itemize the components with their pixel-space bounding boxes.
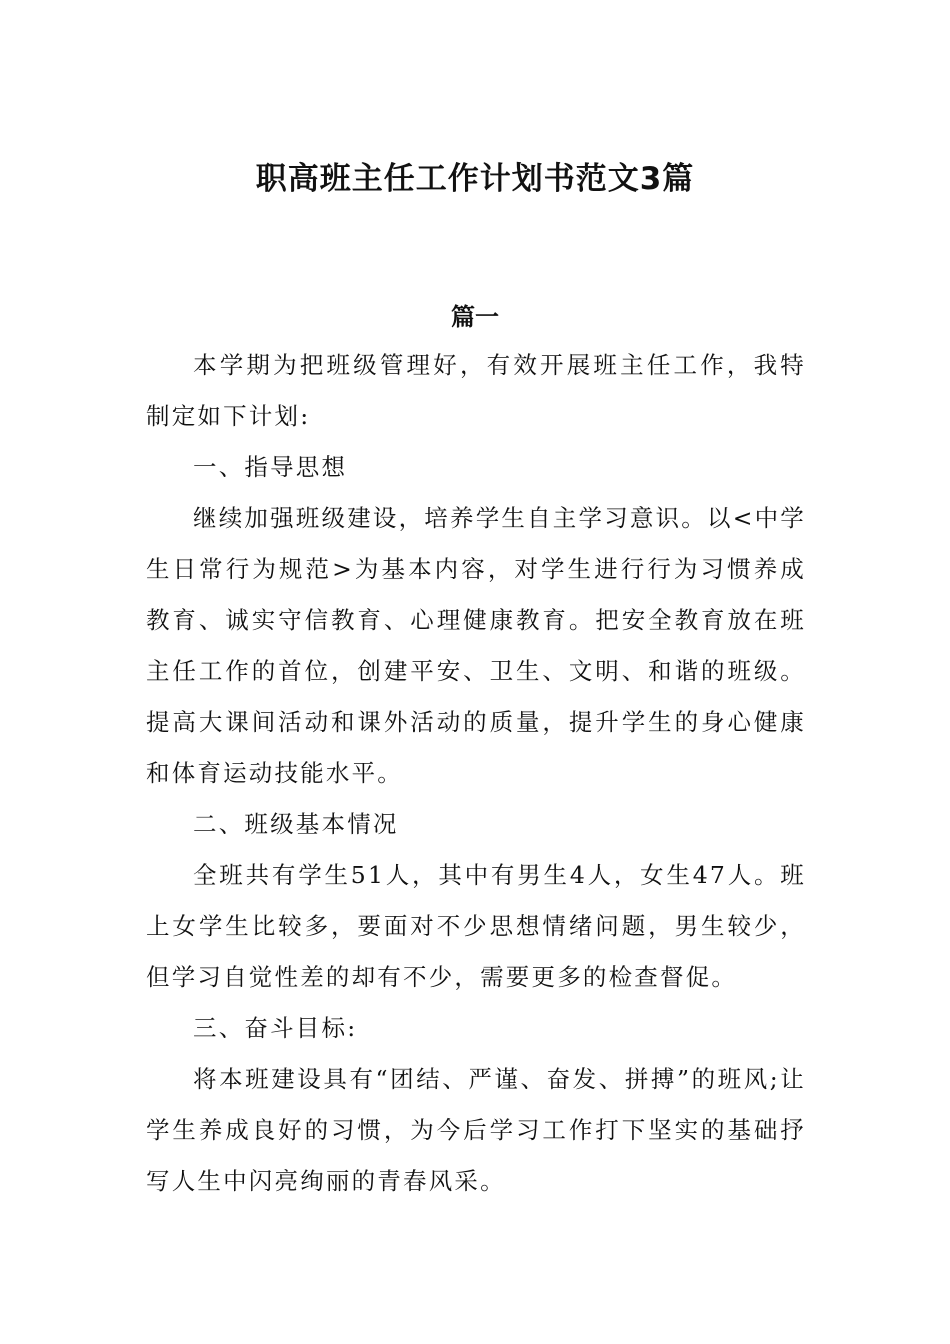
document-title: 职高班主任工作计划书范文3篇	[255, 161, 695, 197]
paragraph-intro: 本学期为把班级管理好，有效开展班主任工作，我特制定如下计划:	[146, 351, 806, 430]
paragraph-class-situation: 全班共有学生51人，其中有男生4人，女生47人。班上女学生比较多，要面对不少思想情绪问题，男生较少，但学习自觉性差的却有不少，需要更多的检查督促。	[146, 861, 806, 991]
heading-goals: 三、奋斗目标:	[193, 1014, 358, 1042]
paragraph-goals: 将本班建设具有“团结、严谨、奋发、拼搏”的班风;让学生养成良好的习惯，为今后学习工作打下坚实的基础抒写人生中闪亮绚丽的青春风采。	[146, 1065, 806, 1195]
heading-guiding-ideology: 一、指导思想	[193, 453, 348, 481]
section-heading: 篇一	[451, 303, 499, 331]
document-body	[146, 340, 806, 1207]
heading-class-situation: 二、班级基本情况	[193, 810, 399, 838]
paragraph-guiding-ideology: 继续加强班级建设，培养学生自主学习意识。以<中学生日常行为规范>为基本内容，对学生进行行为习惯养成教育、诚实守信教育、心理健康教育。把安全教育放在班主任工作的首位，创建平安、卫生、文明、和谐的班级。提高大课间活动和课外活动的质量，提升学生的身心健康和体育运动技能水平。	[146, 504, 806, 787]
